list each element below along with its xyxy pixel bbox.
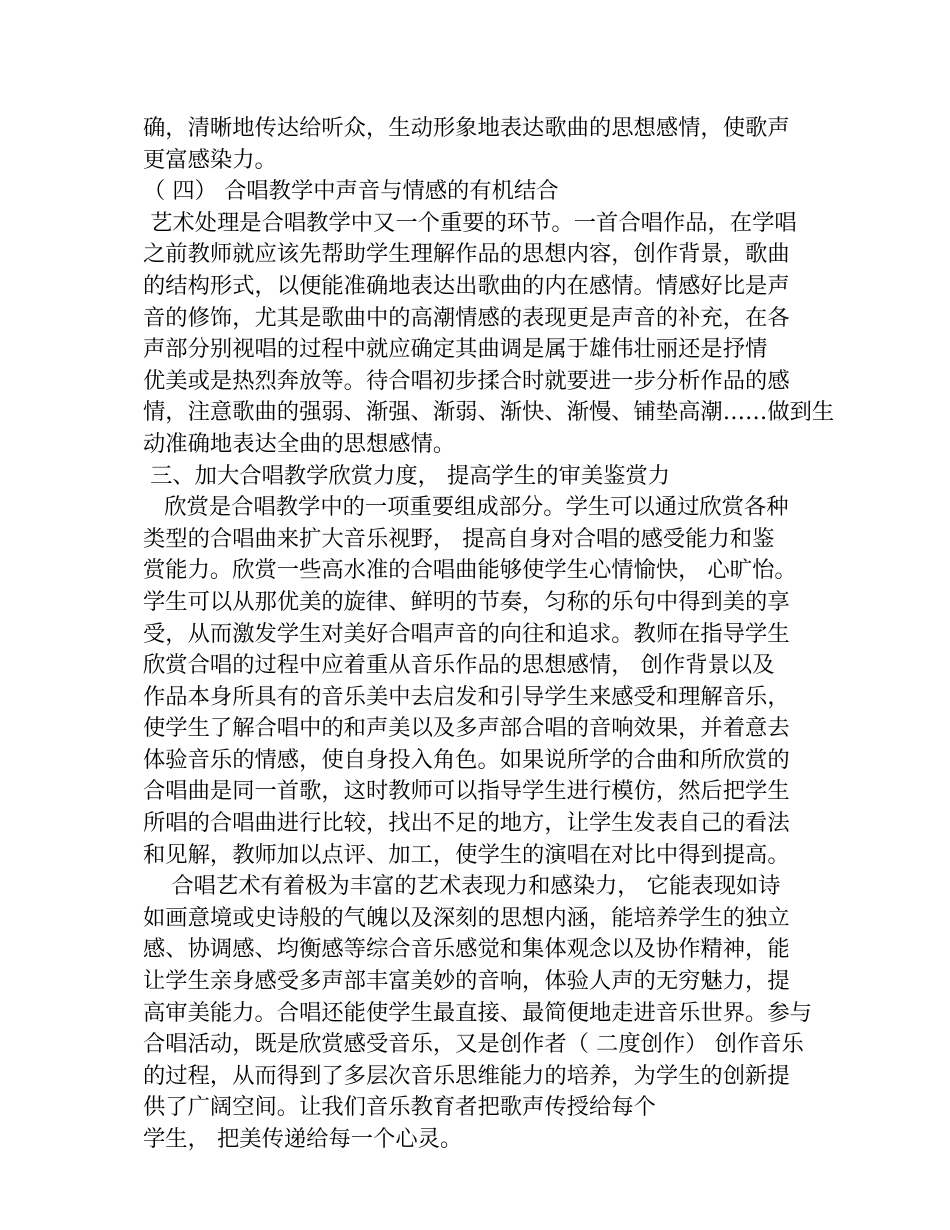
text-line: 音的修饰，尤其是歌曲中的高潮情感的表现更是声音的补充，在各 [143,304,790,331]
text-line: 如画意境或史诗般的气魄以及深刻的思想内涵，能培养学生的独立 [143,904,790,931]
document-body [143,113,835,1156]
text-line: 确，清晰地传达给听众，生动形象地表达歌曲的思想感情，使歌声 [143,115,790,141]
text-line: 作品本身所具有的音乐美中去启发和引导学生来感受和理解音乐， [143,683,790,710]
section-heading: 三、加大合唱教学欣赏力度， 提高学生的审美鉴赏力 [143,462,671,489]
text-line: 让学生亲身感受多声部丰富美妙的音响，体验人声的无穷魅力，提 [143,968,790,995]
text-line: 感、协调感、均衡感等综合音乐感觉和集体观念以及协作精神，能 [143,936,790,963]
text-line: 赏能力。欣赏一些高水准的合唱曲能够使学生心情愉快， 心旷怡。 [143,557,797,584]
text-line: 类型的合唱曲来扩大音乐视野， 提高自身对合唱的感受能力和鉴 [143,525,775,552]
text-line: 动准确地表达全曲的思想感情。 [143,430,456,457]
text-line: 的结构形式，以便能准确地表达出歌曲的内在感情。情感好比是声 [143,272,790,299]
text-line: 艺术处理是合唱教学中又一个重要的环节。一首合唱作品，在学唱 [143,209,797,236]
text-line: 所唱的合唱曲进行比较，找出不足的地方，让学生发表自己的看法 [143,810,790,837]
text-line: 欣赏合唱的过程中应着重从音乐作品的思想感情， 创作背景以及 [143,652,775,679]
text-line: 欣赏是合唱教学中的一项重要组成部分。学生可以通过欣赏各种 [143,494,789,521]
text-line: 更富感染力。 [143,146,277,173]
text-line: 合唱艺术有着极为丰富的艺术表现力和感染力， 它能表现如诗 [143,873,781,900]
text-line: 合唱曲是同一首歌，这时教师可以指导学生进行模仿，然后把学生 [143,778,790,805]
text-line: 合唱活动，既是欣赏感受音乐，又是创作者（ 二度创作） 创作音乐 [143,1031,804,1058]
text-line: 和见解，教师加以点评、加工，使学生的演唱在对比中得到提高。 [143,841,790,868]
text-line: 供了广阔空间。让我们音乐教育者把歌声传授给每个 [143,1094,656,1121]
section-heading: （ 四） 合唱教学中声音与情感的有机结合 [143,178,559,205]
text-line: 声部分别视唱的过程中就应确定其曲调是属于雄伟壮丽还是抒情 [143,336,768,363]
text-line: 受，从而激发学生对美好合唱声音的向往和追求。教师在指导学生 [143,620,790,647]
text-line: 学生， 把美传递给每一个心灵。 [143,1126,463,1152]
text-line: 的过程，从而得到了多层次音乐思维能力的培养，为学生的创新提 [143,1062,790,1089]
text-line: 优美或是热烈奔放等。待合唱初步揉合时就要进一步分析作品的感 [143,367,790,394]
text-line: 学生可以从那优美的旋律、鲜明的节奏，匀称的乐句中得到美的享 [143,588,790,615]
text-line: 情，注意歌曲的强弱、渐强、渐弱、渐快、渐慢、铺垫高潮……做到生 [143,399,835,426]
text-line: 高审美能力。合唱还能使学生最直接、最简便地走进音乐世界。参与 [143,999,812,1026]
text-line: 之前教师就应该先帮助学生理解作品的思想内容，创作背景，歌曲 [143,241,790,268]
text-line: 使学生了解合唱中的和声美以及多声部合唱的音响效果，并着意去 [143,715,790,742]
text-line: 体验音乐的情感，使自身投入角色。如果说所学的合曲和所欣赏的 [143,746,790,773]
